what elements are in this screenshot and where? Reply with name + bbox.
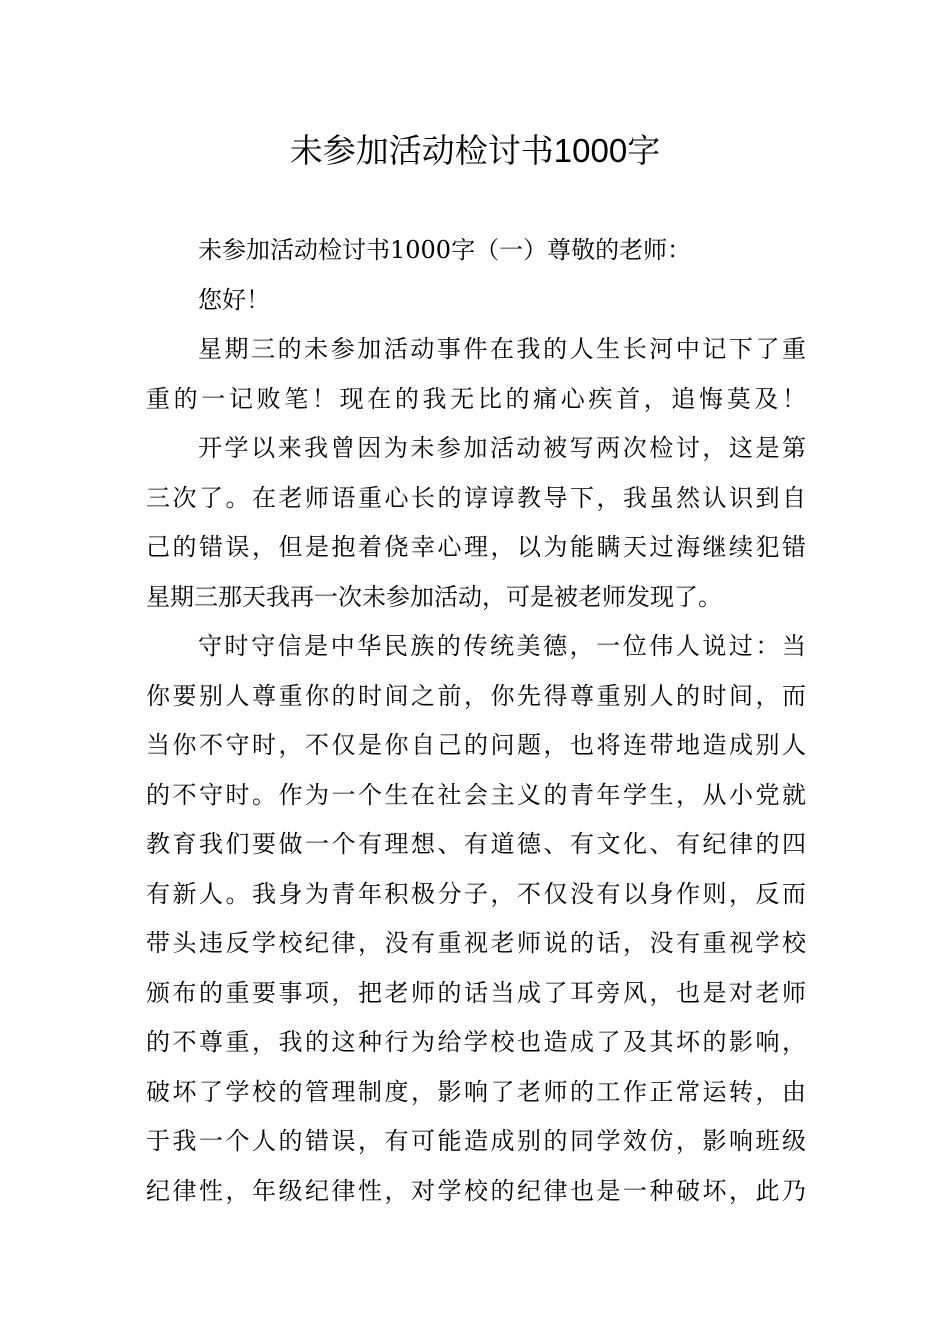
- text-line: 当你不守时，不仅是你自己的问题，也将连带地造成别人: [146, 731, 806, 759]
- document-body: [146, 226, 806, 1216]
- text-line: 重的一记败笔！现在的我无比的痛心疾首，追悔莫及！: [146, 384, 806, 413]
- text-line: 的不尊重，我的这种行为给学校也造成了及其坏的影响，: [146, 1028, 806, 1056]
- text-line: 教育我们要做一个有理想、有道德、有文化、有纪律的四: [146, 830, 806, 858]
- text-line: 守时守信是中华民族的传统美德，一位伟人说过：当: [198, 632, 806, 660]
- text-line: 开学以来我曾因为未参加活动被写两次检讨，这是第: [198, 434, 806, 462]
- text-line: 未参加活动检讨书1000字（一）尊敬的老师：: [198, 236, 692, 264]
- text-line: 你要别人尊重你的时间之前，你先得尊重别人的时间，而: [146, 681, 806, 710]
- text-line: 带头违反学校纪律，没有重视老师说的话，没有重视学校: [146, 929, 806, 957]
- text-line: 星期三的未参加活动事件在我的人生长河中记下了重: [198, 335, 806, 363]
- text-line: 纪律性，年级纪律性，对学校的纪律也是一种破坏，此乃: [146, 1176, 806, 1205]
- text-line: 己的错误，但是抱着侥幸心理，以为能瞒天过海继续犯错: [146, 533, 806, 561]
- text-line: 的不守时。作为一个生在社会主义的青年学生，从小党就: [146, 780, 806, 809]
- text-line: 有新人。我身为青年积极分子，不仅没有以身作则，反而: [146, 879, 806, 908]
- text-line: 您好！: [198, 285, 270, 314]
- text-line: 颁布的重要事项，把老师的话当成了耳旁风，也是对老师: [146, 978, 806, 1007]
- text-line: 三次了。在老师语重心长的谆谆教导下，我虽然认识到自: [146, 483, 806, 512]
- text-line: 星期三那天我再一次未参加活动，可是被老师发现了。: [146, 582, 722, 611]
- text-line: 于我一个人的错误，有可能造成别的同学效仿，影响班级: [146, 1127, 806, 1155]
- document-title: 未参加活动检讨书1000字: [289, 132, 661, 169]
- text-line: 破坏了学校的管理制度，影响了老师的工作正常运转，由: [146, 1077, 806, 1106]
